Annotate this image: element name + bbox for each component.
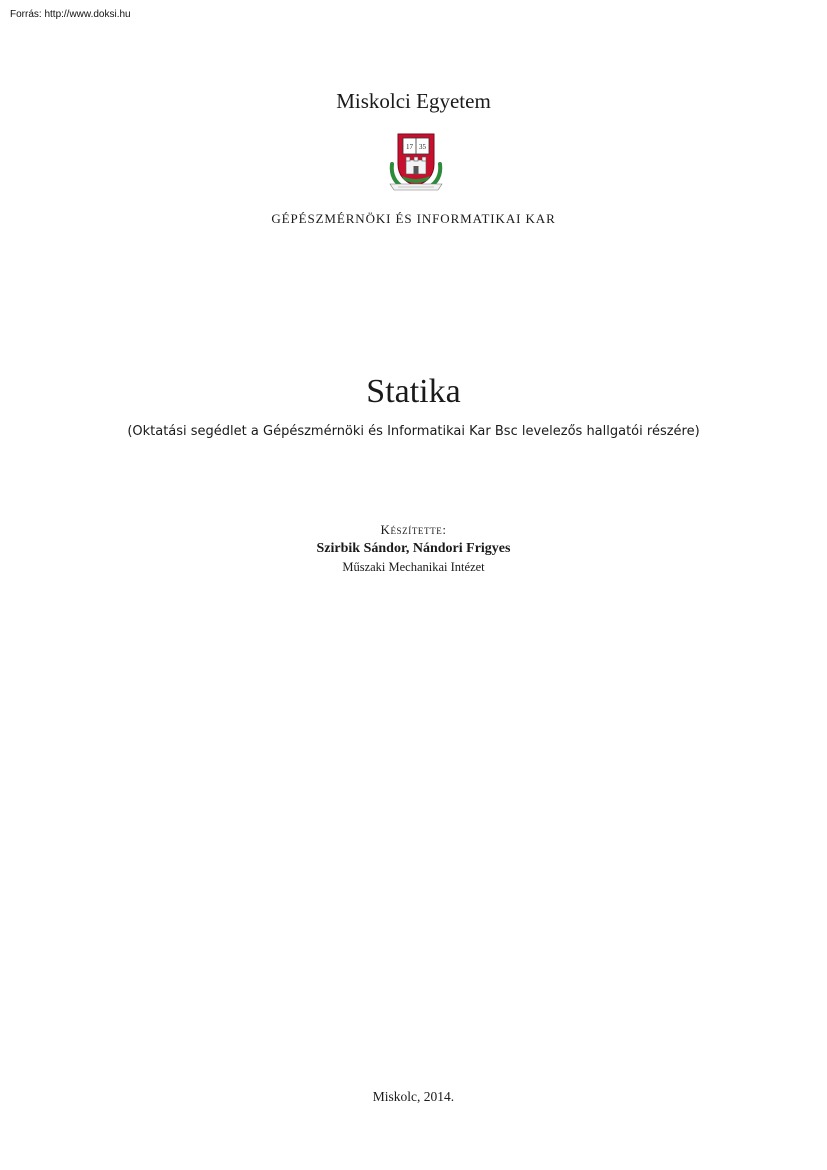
- authors: Szirbik Sándor, Nándori Frigyes: [316, 541, 511, 556]
- place-and-year: Miskolc, 2014.: [372, 1089, 455, 1104]
- university-name: Miskolci Egyetem: [336, 89, 491, 113]
- document-subtitle: (Oktatási segédlet a Gépészmérnöki és Informatikai Kar Bsc levelezős hallgatói részére): [127, 424, 700, 439]
- source-watermark: Forrás: http://www.doksi.hu: [10, 9, 131, 20]
- crest-year-right: 35: [419, 143, 426, 151]
- crest-year-left: 17: [406, 143, 413, 151]
- university-crest-icon: [384, 130, 448, 194]
- faculty-name: GÉPÉSZMÉRNÖKI ÉS INFORMATIKAI KAR: [271, 211, 556, 226]
- document-title: Statika: [366, 373, 461, 410]
- prepared-by-label: Készítette:: [380, 522, 447, 537]
- institute-name: Műszaki Mechanikai Intézet: [342, 560, 485, 574]
